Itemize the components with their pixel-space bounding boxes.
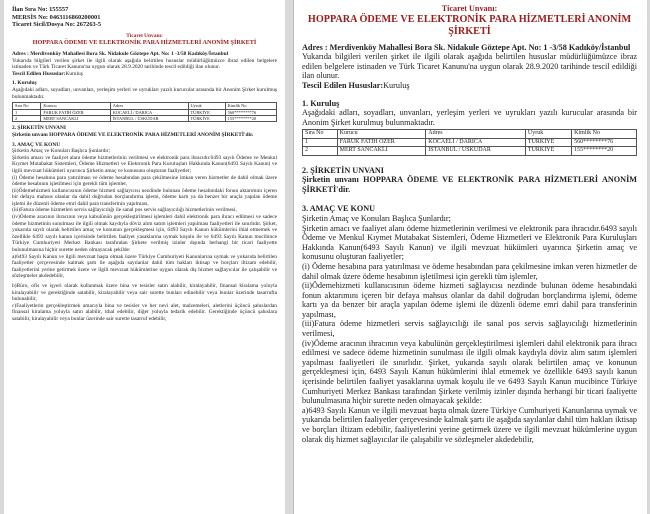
cell: MERT SANCAKLI xyxy=(41,115,110,121)
section-3-title: 3. AMAÇ VE KONU xyxy=(12,141,61,148)
paragraph: Şirketin amacı ve faaliyet alanı ödeme hizmetlerinin verilmesi ve elektronik para ihracıdır.6493 sayılı Ödeme ve Menkul Kıymet Mutabakat Sistemleri, Ödeme Hizmetleri ve Elektronik Para Kuruluşları Hakkında Kanun(6493 Sayılı Kanun) ve ilgili mevzuat hükümleri uyarınca Şirketin amaç ve konusunu oluşturan faaliyetler; xyxy=(12,154,277,174)
cell: KOCAELİ / DARICA xyxy=(110,109,188,115)
col-sira: Sıra No xyxy=(303,130,338,138)
company-title: HOPPARA ÖDEME VE ELEKTRONİK PARA HİZMETLERİ ANONİM ŞİRKETİ xyxy=(307,13,632,37)
founders-table xyxy=(302,129,637,155)
paragraph: Şirketin amacı ve faaliyet alanı ödeme hizmetlerinin verilmesi ve elektronik para ihracıdır.6493 sayılı Ödeme ve Menkul Kıymet Mutabakat Sistemleri, Ödeme Hizmetleri ve Elektronik Para Kuruluşları Hakkında Kanun(6493 Sayılı Kanun) ve ilgili mevzuat hükümleri uyarınca Şirketin amaç ve konusunu oluşturan faaliyetler; xyxy=(302,223,637,262)
paragraph: a)6493 Sayılı Kanun ve ilgili mevzuat başta olmak üzere Türkiye Cumhuriyeti Kanunlarına uymak ve yukarıda belirtilen faaliyetler çerçevesinde kalmak şartı ile aşağıda sayılanlar dahil tüm hakları iktisap ve borçları iltizam edebilir, faaliyetlerini yerine getirmek üzere ve ilgili mevzuat hükümlerine uygun olarak diş hizmet sağlayıcılar ile çalışabilir ve sözleşmeler akdedebilir, xyxy=(12,253,277,280)
cell: 560********76 xyxy=(572,138,637,146)
section-2-title: 2. ŞİRKETİN UNVANI xyxy=(302,165,384,175)
col-uyruk: Uyruk xyxy=(525,130,571,138)
cell: İSTANBUL / ÜSKÜDAR xyxy=(426,147,526,155)
paragraph: (iv)Ödeme aracının ihracının veya kabulünün gerçekleştirilmesi işlemleri dahil elektronik para ihracı edilmesi ve sadece ödeme hizmetinin sunulması ile ilgili olmak kaydıyla döviz alım satım işlemleri yapılması faaliyetleri ile sınırlıdır. Şirket, yukarıda sayılı olarak belirtilen amaç ve konunun gerçekleşmesi için, 6493 Sayılı Kanun hükümlerini ihlal etmemek ve özellikle 6493 sayılı kanun içerisinde belirtilen faaliyet yasaklarına uymak koşulu ile ve 6493 Sayılı Kanun mucibince Türkiye Cumhuriyeti Merkez Bankası tarafından Şirkete verilmiş izinler dışında herhangi bir ticari faaliyette bulunulmasına hiçbir surette neden olmayacak şekilde: xyxy=(12,214,277,254)
paragraph: (ii)Ödemehizmeti kullanıcısının ödeme hizmeti sağlayıcısı nezdinde bulunan ödeme hesabındaki fonun aktarımını içeren bir defaya mahsus olanlar da dahil doğrudan borçlandırma işlemi, ödeme kartı ya da benzer bir araçla yapılan ödeme işlemi ile düzenli ödeme emri dahil para transferinin yapılması, xyxy=(12,187,277,207)
meta-ilan-sira: İlan Sıra No: 155557 xyxy=(12,6,69,13)
paragraph: c)Faaliyetlerin gerçekleştirmek amacıyla bina ve tesisler ve her nevi alet, malzemeleri, aletlerini üçüncü şahıslardan finansal kiralama yoluyla satın alabilir, ithal edebilir, diğer yoluyla tedarik edebilir. Gerektiğinde üçüncü şahıslara satabilir, kiralayabilir veya bunlar üzerinde sair surette tasarruf edebilir, xyxy=(12,302,277,322)
table-header-row xyxy=(303,130,637,138)
paragraph: (iii)Fatura ödeme hizmetleri servis sağlayıcılığı ile sanal pos servis sağlayıcılığı hizmetlerinin verilmesi, xyxy=(12,207,237,214)
registered-items: Tescil Edilen Hususlar:Kuruluş xyxy=(12,70,83,77)
cell: KOCAELİ / DARICA xyxy=(426,138,526,146)
table-row xyxy=(303,147,637,155)
paragraph: (iv)Ödeme aracının ihracının veya kabulünün gerçekleştirilmesi işlemleri dahil elektronik para ihracı edilmesi ve sadece ödeme hizmetinin sunulması ile ilgili olmak kaydıyla döviz alım satım işlemleri yapılması faaliyetleri ile sınırlıdır. Şirket, yukarıda sayılı olarak belirtilen amaç ve konunun gerçekleşmesi için, 6493 Sayılı Kanun hükümlerini ihlal etmemek ve özellikle 6493 sayılı kanun içerisinde belirtilen faaliyet yasaklarına uymak koşulu ile ve 6493 Sayılı Kanun mucibince Türkiye Cumhuriyeti Merkez Bankası tarafından Şirkete verilmiş izinler dışında herhangi bir ticari faaliyette bulunulmasına hiçbir surette neden olmayacak şekilde: xyxy=(302,338,637,406)
title-label: Ticaret Unvanı: xyxy=(441,4,498,13)
meta-sicil: Ticaret Sicil/Dosya No: 267263-5 xyxy=(12,21,102,29)
registry-meta xyxy=(12,6,277,29)
col-sira: Sıra No xyxy=(13,103,41,109)
cell: 560********76 xyxy=(225,109,276,115)
paragraph: (i) Ödeme hesabına para yatırılması ve ödeme hesabından para çekilmesine imkan veren hizmetler de dahil olmak üzere ödeme hesabının işletilmesi için gerekli tüm işlemler, xyxy=(302,261,637,281)
registered-items: Tescil Edilen Hususlar:Kuruluş xyxy=(302,80,410,90)
col-adres: Adres xyxy=(426,130,526,138)
cell: 155********20 xyxy=(225,115,276,121)
cell: TÜRKİYE xyxy=(525,147,571,155)
paragraph: Şirketin Amaç ve Konuları Başlıca Şunlardır; xyxy=(12,148,111,155)
intro-text: Yukarıda bilgileri verilen şirket ile ilgili olarak aşağıda belirtilen hususlar müdürlüğümüzce ibraz edilen belgelere istinaden ve Türk Ticaret Kanunu'na uygun olarak 28.9.2020 tarihinde tescil edildiği ilan olunur. xyxy=(302,52,637,81)
col-kurucu: Kurucu xyxy=(337,130,426,138)
section-3-title: 3. AMAÇ VE KONU xyxy=(302,204,376,214)
col-kurucu: Kurucu xyxy=(41,103,110,109)
cell: MERT SANCAKLI xyxy=(337,147,426,155)
cell: İSTANBUL / ÜSKÜDAR xyxy=(110,115,188,121)
table-row xyxy=(303,138,637,146)
paragraph: Şirketin Amaç ve Konuları Başlıca Şunlardır; xyxy=(302,213,451,223)
cell: FARUK FATİH ÖZER xyxy=(41,109,110,115)
cell: FARUK FATİH ÖZER xyxy=(337,138,426,146)
section-2-title: 2. ŞİRKETİN UNVANI xyxy=(12,125,66,132)
col-adres: Adres xyxy=(110,103,188,109)
section-2-text: Şirketin unvanı HOPPARA ÖDEME VE ELEKTRONİK PARA HİZMETLERİ ANONİM ŞİRKETİ'dir. xyxy=(302,175,637,194)
col-kimlik: Kimlik No xyxy=(572,130,637,138)
paragraph: (ii)Ödemehizmeti kullanıcısının ödeme hizmeti sağlayıcısı nezdinde bulunan ödeme hesabındaki fonun aktarımını içeren bir defaya mahsus olanlar da dahil doğrudan borçlandırma işlemi, ödeme kartı ya da benzer bir araçla yapılan ödeme işlemi ile düzenli ödeme emri dahil para transferinin yapılması, xyxy=(302,281,637,319)
cell: TÜRKİYE xyxy=(188,109,225,115)
section-1-text: Aşağıdaki adları, soyadları, unvanları, yerleşim yerleri ve uyrukları yazılı kurucular arasında bir Anonim Şirket kurulmuş bulunmaktadır. xyxy=(12,86,277,100)
section-2-text: Şirketin unvanı HOPPARA ÖDEME VE ELEKTRONİK PARA HİZMETLERİ ANONİM ŞİRKETİ'dir. xyxy=(12,131,254,138)
table-row xyxy=(13,109,277,115)
right-page xyxy=(293,0,647,514)
left-page xyxy=(4,0,285,514)
section-1-title: 1. Kuruluş xyxy=(302,98,340,108)
meta-mersis: MERSİS No: 0463116860200001 xyxy=(12,13,101,21)
founders-table xyxy=(12,102,277,122)
paragraph: (i) Ödeme hesabına para yatırılması ve ödeme hesabından para çekilmesine imkan veren hizmetler de dahil olmak üzere ödeme hesabının işletilmesi için gerekli tüm işlemler, xyxy=(12,174,277,188)
intro-text: Yukarıda bilgileri verilen şirket ile ilgili olarak aşağıda belirtilen hususlar müdürlüğümüzce ibraz edilen belgelere istinaden ve Türk Ticaret Kanunu'na uygun olarak 28.9.2020 tarihinde tescil edildiği ilan olunur. xyxy=(12,57,277,71)
col-kimlik: Kimlik No xyxy=(225,103,276,109)
address: Adres : Merdivenköy Mahallesi Bora Sk. Nidakule Göztepe Apt. No: 1 -3/58 Kadıköy/İstanbul xyxy=(12,50,229,57)
paragraph: (iii)Fatura ödeme hizmetleri servis sağlayıcılığı ile sanal pos servis sağlayıcılığı hizmetlerinin verilmesi, xyxy=(302,319,637,339)
cell: 1 xyxy=(303,138,338,146)
paragraph: b)Büro, ofis ve işyeri olarak kullanmak üzere bina ve tesisler satın alabilir, kiralayabilir, finansal kiralama yoluyla kiralayabilir ve gerektiğinde satabilir, kiralayabilir veya sair surette bunları edinebilir veya bunlar üzerinde tasarrufta bulunabilir, xyxy=(12,283,277,303)
cell: 2 xyxy=(13,115,41,121)
cell: 2 xyxy=(303,147,338,155)
cell: 1 xyxy=(13,109,41,115)
col-uyruk: Uyruk xyxy=(188,103,225,109)
cell: TÜRKİYE xyxy=(188,115,225,121)
cell: TÜRKİYE xyxy=(525,138,571,146)
company-title: HOPPARA ÖDEME VE ELEKTRONİK PARA HİZMETLERİ ANONİM ŞİRKETİ xyxy=(32,39,257,47)
title-label: Ticaret Unvanı: xyxy=(126,32,163,39)
address: Adres : Merdivenköy Mahallesi Bora Sk. Nidakule Göztepe Apt. No: 1 -3/58 Kadıköy/İstanbul xyxy=(302,42,631,52)
paragraph: a)6493 Sayılı Kanun ve ilgili mevzuat başta olmak üzere Türkiye Cumhuriyeti Kanunlarına uymak ve yukarıda belirtilen faaliyetler çerçevesinde kalmak şartı ile aşağıda sayılanlar dahil tüm hakları iktisap ve borçları iltizam edebilir, faaliyetlerini yerine getirmek üzere ve ilgili mevzuat hükümlerine uygun olarak diş hizmet sağlayıcılar ile çalışabilir ve sözleşmeler akdedebilir, xyxy=(302,405,637,444)
table-row xyxy=(13,115,277,121)
cell: 155********20 xyxy=(572,147,637,155)
section-1-title: 1. Kuruluş xyxy=(12,80,37,87)
section-1-text: Aşağıdaki adları, soyadları, unvanları, yerleşim yerleri ve uyrukları yazılı kurucular arasında bir Anonim Şirket kurulmuş bulunmaktadır. xyxy=(302,108,637,127)
